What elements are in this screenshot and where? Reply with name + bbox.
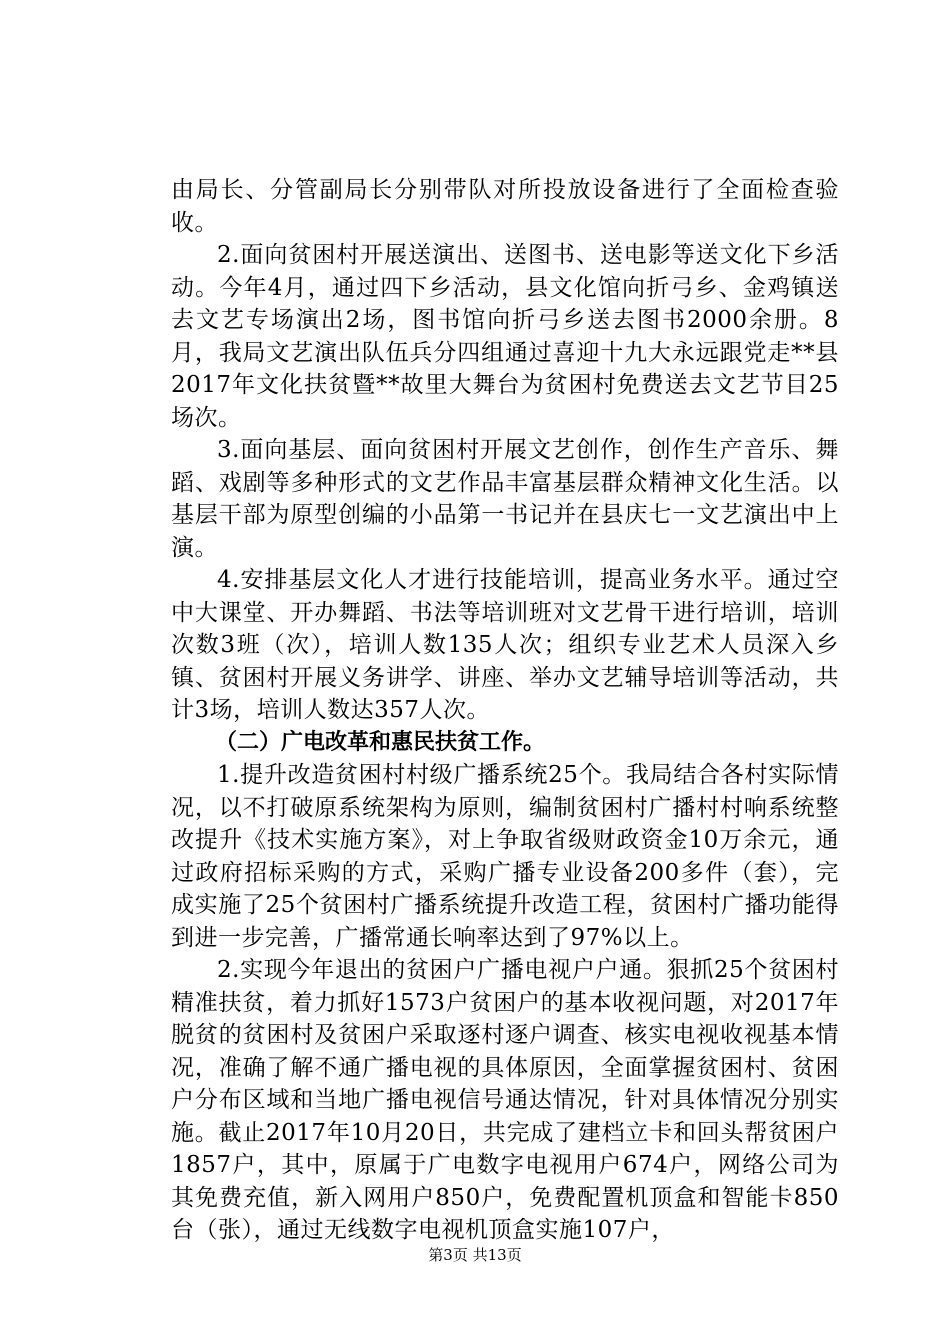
paragraph-item-3: 3.面向基层、面向贫困村开展文艺创作，创作生产音乐、舞蹈、戏剧等多种形式的文艺作品丰富基层群众精神文化生活。以基层干部为原型创编的小品第一书记并在县庆七一文艺演出中上演。 (171, 437, 839, 561)
section-heading: （二）广电改革和惠民扶贫工作。 (215, 729, 546, 755)
document-body (171, 174, 839, 1247)
section-paragraph-1: 1.提升改造贫困村村级广播系统25个。我局结合各村实际情况，以不打破原系统架构为原则，编制贫困村广播村村响系统整改提升《技术实施方案》，对上争取省级财政资金10万余元，通过政府招标采购的方式，采购广播专业设备200多件（套），完成实施了25个贫困村广播系统提升改造工程，贫困村广播功能得到进一步完善，广播常通长响率达到了97%以上。 (171, 762, 839, 951)
section-paragraph-2: 2.实现今年退出的贫困户广播电视户户通。狠抓25个贫困村精准扶贫，着力抓好1573户贫困户的基本收视问题，对2017年脱贫的贫困村及贫困户采取逐村逐户调查、核实电视收视基本情况，准确了解不通广播电视的具体原因，全面掌握贫困村、贫困户分布区域和当地广播电视信号通达情况，针对具体情况分别实施。截止2017年10月20日，共完成了建档立卡和回头帮贫困户1857户，其中，原属于广电数字电视用户674户，网络公司为其免费充值，新入网用户850户，免费配置机顶盒和智能卡850台（张），通过无线数字电视机顶盒实施107户， (171, 957, 839, 1243)
paragraph-item-4: 4.安排基层文化人才进行技能培训，提高业务水平。通过空中大课堂、开办舞蹈、书法等培训班对文艺骨干进行培训，培训次数3班（次），培训人数135人次；组织专业艺术人员深入乡镇、贫困村开展义务讲学、讲座、举办文艺辅导培训等活动，共计3场，培训人数达357人次。 (171, 567, 839, 723)
page-footer: 第3页 共13页 (428, 1246, 522, 1264)
paragraph-item-2: 2.面向贫困村开展送演出、送图书、送电影等送文化下乡活动。今年4月，通过四下乡活动，县文化馆向折弓乡、金鸡镇送去文艺专场演出2场，图书馆向折弓乡送去图书2000余册。8月，我局文艺演出队伍兵分四组通过喜迎十九大永远跟党走**县2017年文化扶贫暨**故里大舞台为贫困村免费送去文艺节目25场次。 (171, 242, 839, 431)
paragraph-continuation: 由局长、分管副局长分别带队对所投放设备进行了全面检查验收。 (171, 177, 839, 236)
